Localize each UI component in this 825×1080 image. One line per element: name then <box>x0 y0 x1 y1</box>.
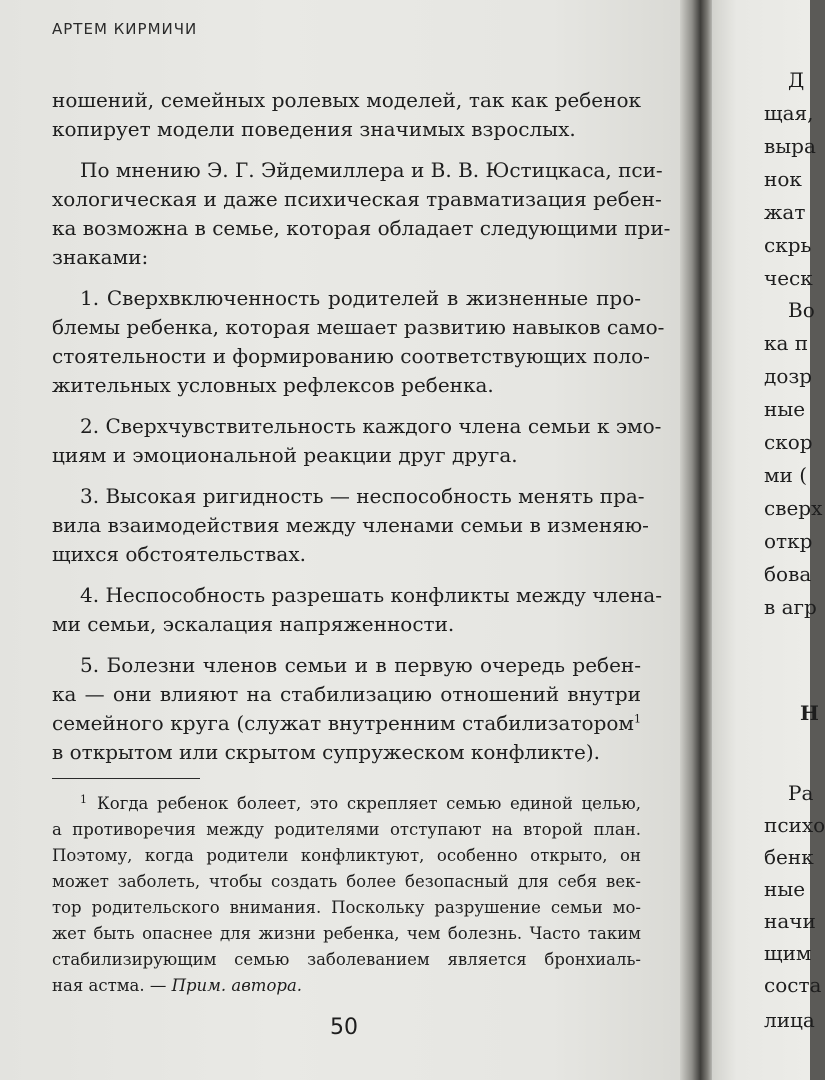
right-page-fragment: Н <box>800 701 819 725</box>
right-page-fragment: ные <box>764 877 806 901</box>
body-line: блемы ребенка, которая мешает развитию навыков само- <box>52 315 665 339</box>
right-page-fragment: Ра <box>788 781 814 805</box>
right-page-fragment: скор <box>764 430 813 454</box>
body-line: 5. Болезни членов семьи и в первую очередь ребен- <box>80 653 641 677</box>
footnote-line: жет быть опаснее для жизни ребенка, чем болезнь. Часто таким <box>52 924 641 943</box>
page-number: 50 <box>330 1015 358 1040</box>
right-page-fragment: Д <box>788 68 805 92</box>
right-page-fragment: ми ( <box>764 463 808 487</box>
right-page-fragment: психо <box>764 813 825 837</box>
body-line: ка возможна в семье, которая обладает следующими при- <box>52 216 671 240</box>
body-line: ношений, семейных ролевых моделей, так как ребенок <box>52 88 641 112</box>
right-page-fragment: щая, <box>764 101 814 125</box>
right-page-fragment: начи <box>764 909 816 933</box>
right-page-fragment: бенк <box>764 845 814 869</box>
footnote-ref: 1 <box>634 712 641 726</box>
footnote-line: а противоречия между родителями отступают на второй план. <box>52 820 641 839</box>
right-page-fragment: соста <box>764 973 822 997</box>
right-page-fragment: ческ <box>764 266 813 290</box>
body-line: копирует модели поведения значимых взрослых. <box>52 117 576 141</box>
body-line: знаками: <box>52 245 149 269</box>
body-line: хологическая и даже психическая травматизация ребен- <box>52 187 662 211</box>
body-line: 2. Сверхчувствительность каждого члена семьи к эмо- <box>80 414 662 438</box>
right-page-fragment: лица <box>764 1008 815 1032</box>
footnote-line: стабилизирующим семью заболеванием является бронхиаль- <box>52 950 641 969</box>
body-line: жительных условных рефлексов ребенка. <box>52 373 494 397</box>
body-line: семейного круга (служат внутренним стабилизатором$^1$ <box>52 711 641 735</box>
footnote-attribution: Прим. автора. <box>171 976 303 995</box>
body-line: ми семьи, эскалация напряженности. <box>52 612 455 636</box>
body-line: щихся обстоятельствах. <box>52 542 306 566</box>
body-line: 3. Высокая ригидность — неспособность менять пра- <box>80 484 645 508</box>
footnote-line: тор родительского внимания. Поскольку разрушение семьи мо- <box>52 898 641 917</box>
body-line: По мнению Э. Г. Эйдемиллера и В. В. Юстицкаса, пси- <box>80 158 663 182</box>
right-page-fragment: выра <box>764 134 816 158</box>
footnote-line: $^1$ Когда ребенок болеет, это скрепляет семью единой целью, <box>80 792 641 813</box>
right-page-fragment: бова <box>764 562 812 586</box>
right-page-fragment: нок <box>764 167 802 191</box>
running-head: АРТЕМ КИРМИЧИ <box>52 20 198 38</box>
footnote-line: может заболеть, чтобы создать более безопасный для себя век- <box>52 872 641 891</box>
book-gutter <box>680 0 714 1080</box>
body-line: в открытом или скрытом супружеском конфликте). <box>52 740 601 764</box>
footnote-line: ная астма. — Прим. автора. <box>52 976 303 995</box>
body-line: циям и эмоциональной реакции друг друга. <box>52 443 518 467</box>
right-page-fragment: дозр <box>764 364 813 388</box>
right-page-fragment: в агр <box>764 595 817 619</box>
body-line: 1. Сверхвключенность родителей в жизненные про- <box>80 286 641 310</box>
right-page-fragment: щим <box>764 941 812 965</box>
footnote-line: Поэтому, когда родители конфликтуют, особенно открыто, он <box>52 846 641 865</box>
body-line: 4. Неспособность разрешать конфликты между члена- <box>80 583 662 607</box>
body-line: стоятельности и формированию соответствующих поло- <box>52 344 650 368</box>
right-page-fragment: жат <box>764 200 806 224</box>
footnote-rule <box>52 778 200 779</box>
right-page-fragment: скрь <box>764 233 812 257</box>
body-line: вила взаимодействия между членами семьи в изменяю- <box>52 513 649 537</box>
right-page-fragment: сверх <box>764 496 823 520</box>
footnote-marker: 1 <box>80 792 87 806</box>
right-page-fragment: ка п <box>764 331 809 355</box>
right-page-fragment: откр <box>764 529 813 553</box>
body-line: ка — они влияют на стабилизацию отношений внутри <box>52 682 641 706</box>
right-page-fragment: Во <box>788 298 815 322</box>
right-page-fragment: ные <box>764 397 806 421</box>
